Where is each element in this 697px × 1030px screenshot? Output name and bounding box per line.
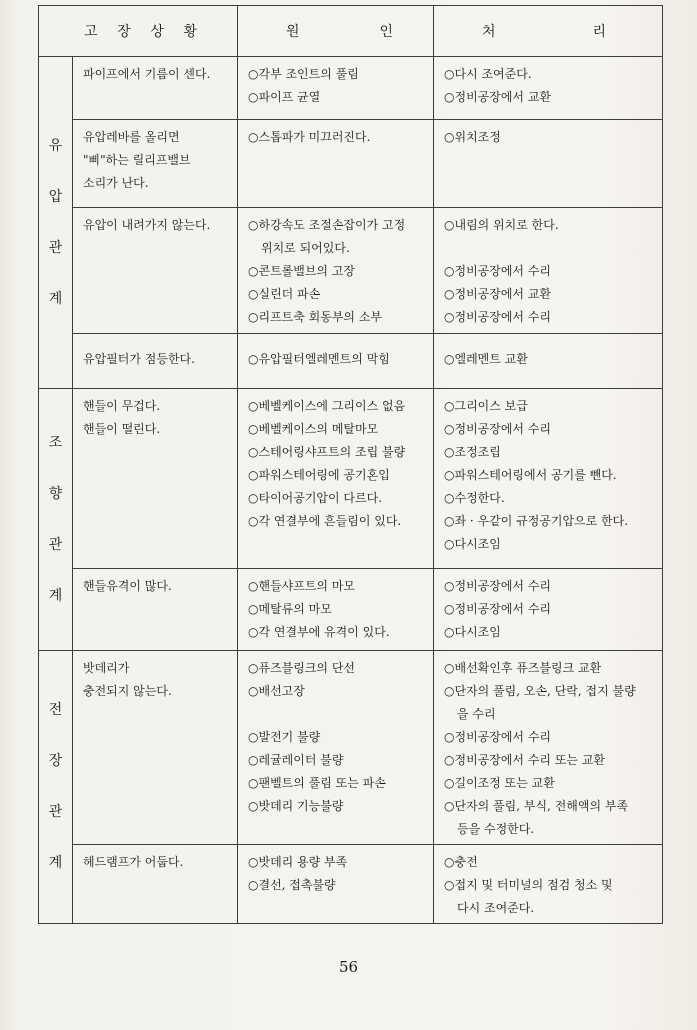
- cause-cell: [238, 569, 434, 651]
- category-char: 계: [48, 587, 63, 604]
- category-char: 유: [48, 137, 63, 154]
- text-line: ○정비공장에서 수리: [444, 422, 552, 436]
- table-row: [39, 208, 663, 334]
- text-line: ○정비공장에서 수리: [444, 310, 552, 324]
- cause-cell: [238, 208, 434, 334]
- category-label: [39, 685, 72, 889]
- cause-cell: [238, 120, 434, 208]
- cause-cell: [238, 57, 434, 120]
- text-line: ○그리이스 보급: [444, 399, 528, 413]
- remedy-cell: [434, 208, 663, 334]
- table-header-row: [39, 6, 663, 57]
- table-row: [39, 845, 663, 924]
- header-cause: [238, 6, 434, 57]
- text-line: ○정비공장에서 수리: [444, 730, 552, 744]
- text-line: ○정비공장에서 수리: [444, 602, 552, 616]
- table-row: [39, 57, 663, 120]
- text-line: ○내림의 위치로 한다.: [444, 218, 559, 232]
- text-line: [444, 237, 654, 260]
- text-line: ○다시조임: [444, 537, 501, 551]
- condition-cell: [73, 334, 238, 389]
- category-char: 관: [48, 536, 63, 553]
- text-line: 유압필터가 점등한다.: [83, 352, 195, 366]
- text-line: [248, 703, 425, 726]
- text-line: 핸들이 무겁다.: [83, 399, 161, 413]
- category-char: 관: [48, 239, 63, 256]
- text-line: 밧데리가: [83, 661, 130, 675]
- text-line: ○정비공장에서 교환: [444, 287, 552, 301]
- table-row: [39, 334, 663, 389]
- text-line: ○콘트롤밸브의 고장: [248, 264, 356, 278]
- text-line: ○조정조립: [444, 445, 501, 459]
- text-line: ○배선고장: [248, 684, 305, 698]
- troubleshooting-table: [38, 5, 663, 924]
- header-remedy: [434, 6, 663, 57]
- header-char: 처: [482, 24, 496, 40]
- header-char: 원: [286, 24, 300, 40]
- header-char: 고: [84, 24, 98, 40]
- text-line: ○위치조정: [444, 130, 501, 144]
- text-line: ○각 연결부에 흔들림이 있다.: [248, 514, 402, 528]
- text-line: ○정비공장에서 수리: [444, 579, 552, 593]
- category-label: [39, 418, 72, 622]
- text-line: ○엘레멘트 교환: [444, 352, 528, 366]
- remedy-cell: [434, 651, 663, 845]
- text-line: ○밧데리 용량 부족: [248, 855, 348, 869]
- text-line: ○정비공장에서 교환: [444, 90, 552, 104]
- header-char: 인: [379, 24, 393, 40]
- text-line: ○정비공장에서 수리: [444, 264, 552, 278]
- category-char: 압: [48, 188, 63, 205]
- condition-cell: [73, 57, 238, 120]
- text-line: "삐"하는 릴리프밸브: [83, 153, 191, 167]
- remedy-cell: [434, 120, 663, 208]
- remedy-cell: [434, 57, 663, 120]
- category-electrical: [39, 651, 73, 924]
- category-char: 관: [48, 804, 63, 820]
- text-line: 핸들이 떨린다.: [83, 422, 161, 436]
- text-line: 소리가 난다.: [83, 176, 149, 190]
- condition-cell: [73, 845, 238, 924]
- header-condition: [39, 6, 238, 57]
- text-line: ○충전: [444, 855, 478, 869]
- text-line: ○접지 및 터미널의 점검 청소 및: [444, 878, 613, 892]
- text-line: ○밧데리 기능불량: [248, 799, 344, 813]
- text-line: 파이프에서 기름이 센다.: [83, 67, 211, 81]
- text-line: ○파이프 균열: [248, 90, 321, 104]
- text-line: ○발전기 불량: [248, 730, 321, 744]
- table-row: [39, 651, 663, 845]
- category-char: 계: [48, 855, 63, 871]
- text-line: ○레귤레이터 불량: [248, 753, 344, 767]
- text-line: 유압레바를 올리면: [83, 130, 180, 144]
- table-row: [39, 120, 663, 208]
- text-line: 을 수리: [457, 707, 496, 721]
- table-row: [39, 569, 663, 651]
- text-line: 유압이 내려가지 않는다.: [83, 218, 211, 232]
- text-line: ○다시 조여준다.: [444, 67, 532, 81]
- page-number: 56: [338, 958, 359, 976]
- text-line: 헤드램프가 어둡다.: [83, 855, 184, 869]
- text-line: ○결선, 접촉불량: [248, 878, 336, 892]
- header-char: 상: [150, 24, 164, 40]
- category-steering: [39, 389, 73, 651]
- remedy-cell: [434, 569, 663, 651]
- cause-cell: [238, 651, 434, 845]
- text-line: ○단자의 풀림, 부식, 전해액의 부족: [444, 799, 629, 813]
- condition-cell: [73, 651, 238, 845]
- category-char: 조: [48, 434, 63, 451]
- condition-cell: [73, 389, 238, 569]
- text-line: 핸들유격이 많다.: [83, 579, 172, 593]
- text-line: ○배선확인후 퓨즈블링크 교환: [444, 661, 602, 675]
- text-line: ○유압필터엘레멘트의 막힘: [248, 352, 390, 366]
- text-line: ○베벨케이스에 그리이스 없음: [248, 399, 406, 413]
- category-char: 전: [48, 702, 63, 718]
- condition-cell: [73, 569, 238, 651]
- text-line: ○정비공장에서 수리 또는 교환: [444, 753, 606, 767]
- cause-cell: [238, 845, 434, 924]
- text-line: 충전되지 않는다.: [83, 684, 172, 698]
- text-line: ○단자의 풀림, 오손, 단락, 접지 불량: [444, 684, 636, 698]
- text-line: ○각 연결부에 유격이 있다.: [248, 625, 390, 639]
- condition-cell: [73, 208, 238, 334]
- category-hydraulic: [39, 57, 73, 389]
- text-line: ○타이어공기압이 다르다.: [248, 491, 383, 505]
- text-line: 등을 수정한다.: [457, 822, 535, 836]
- text-line: ○각부 조인트의 풀림: [248, 67, 359, 81]
- category-char: 향: [48, 485, 63, 502]
- category-label: [39, 121, 72, 325]
- text-line: ○핸들샤프트의 마모: [248, 579, 356, 593]
- remedy-cell: [434, 845, 663, 924]
- text-line: 위치로 되어있다.: [261, 241, 350, 255]
- text-line: ○리프트축 회동부의 소부: [248, 310, 383, 324]
- text-line: ○파워스테어링에 공기혼입: [248, 468, 390, 482]
- header-char: 리: [592, 24, 606, 40]
- text-line: ○베벨케이스의 메탈마모: [248, 422, 379, 436]
- cause-cell: [238, 334, 434, 389]
- text-line: ○스테어링샤프트의 조립 불량: [248, 445, 406, 459]
- text-line: ○좌 · 우같이 규정공기압으로 한다.: [444, 514, 629, 528]
- category-char: 장: [48, 753, 63, 769]
- text-line: ○하강속도 조절손잡이가 고정: [248, 218, 406, 232]
- text-line: ○길이조정 또는 교환: [444, 776, 555, 790]
- text-line: ○스톱파가 미끄러진다.: [248, 130, 371, 144]
- text-line: ○메탈류의 마모: [248, 602, 332, 616]
- header-char: 장: [117, 24, 131, 40]
- header-char: 황: [183, 24, 197, 40]
- text-line: ○다시조임: [444, 625, 501, 639]
- condition-cell: [73, 120, 238, 208]
- text-line: ○팬벨트의 풀림 또는 파손: [248, 776, 386, 790]
- text-line: ○실린더 파손: [248, 287, 321, 301]
- text-line: ○파워스테어링에서 공기를 뺀다.: [444, 468, 617, 482]
- table-row: [39, 389, 663, 569]
- text-line: 다시 조여준다.: [457, 901, 535, 915]
- text-line: ○퓨즈블링크의 단선: [248, 661, 356, 675]
- remedy-cell: [434, 334, 663, 389]
- category-char: 계: [48, 290, 63, 307]
- text-line: ○수정한다.: [444, 491, 505, 505]
- cause-cell: [238, 389, 434, 569]
- remedy-cell: [434, 389, 663, 569]
